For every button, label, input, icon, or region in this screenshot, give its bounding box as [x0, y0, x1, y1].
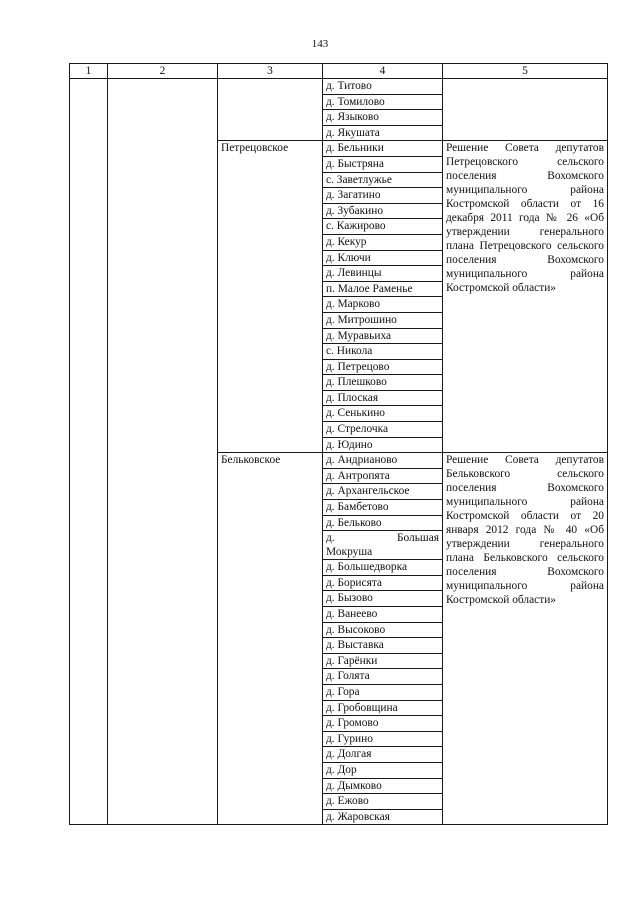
settlement-cell: д. Антропята	[323, 468, 443, 484]
settlement-cell: д. Якушата	[323, 125, 443, 141]
settlement-cell: д. Марково	[323, 297, 443, 313]
settlement-cell: д. Ключи	[323, 250, 443, 266]
settlement-cell: д. Плоская	[323, 390, 443, 406]
settlement-cell: д. Громово	[323, 716, 443, 732]
settlement-cell: д. Выставка	[323, 638, 443, 654]
settlement-line: Мокруша	[326, 546, 373, 559]
settlement-cell: д. Бызово	[323, 591, 443, 607]
settlement-cell: д. Бельково	[323, 515, 443, 531]
settlement-cell: д. Томилово	[323, 94, 443, 110]
settlement-prefix: д.	[326, 532, 335, 545]
header-col-2: 2	[108, 64, 218, 79]
col2-cell	[108, 79, 218, 825]
settlement-cell: д. Андрианово	[323, 453, 443, 469]
table-row	[70, 79, 608, 95]
settlement-cell: п. Малое Раменье	[323, 281, 443, 297]
settlement-cell: д. Гробовщина	[323, 700, 443, 716]
settlement-cell: д. Титово	[323, 79, 443, 95]
settlement-cell: д. Сенькино	[323, 406, 443, 422]
settlement-group-name: Бельковское	[218, 453, 323, 825]
header-col-3: 3	[218, 64, 323, 79]
settlement-cell: д. Дор	[323, 762, 443, 778]
settlement-cell: д. Гурино	[323, 731, 443, 747]
settlement-cell: д. Жаровская	[323, 809, 443, 825]
settlement-cell: д. Плешково	[323, 375, 443, 391]
settlement-line	[326, 531, 439, 545]
header-row	[70, 64, 608, 79]
settlement-cell: д. Быстряна	[323, 156, 443, 172]
settlement-cell: с. Заветлужье	[323, 172, 443, 188]
settlement-cell: д. Ежово	[323, 794, 443, 810]
settlement-cell: д. Зубакино	[323, 203, 443, 219]
settlement-cell: д. Дымково	[323, 778, 443, 794]
settlement-cell: д. Митрошино	[323, 312, 443, 328]
header-col-5: 5	[443, 64, 608, 79]
settlement-cell: д. Архангельское	[323, 484, 443, 500]
settlement-cell: д. Петрецово	[323, 359, 443, 375]
settlement-group-name: Петрецовское	[218, 141, 323, 453]
decision-text: Решение Совета депутатов Петрецовского сельского поселения Вохомского муниципального района Костромской области от 16 декабря 2011 года № 26 «Об утверждении генерального плана Петрецовского сельского поселения Вохомского муниципального района Костромской области»	[443, 141, 608, 453]
settlement-cell: д. Большедворка	[323, 560, 443, 576]
header-col-1: 1	[70, 64, 108, 79]
settlement-cell: д. Кекур	[323, 234, 443, 250]
decision-text: Решение Совета депутатов Бельковского сельского поселения Вохомского муниципального района Костромской области от 20 января 2012 года № 40 «Об утверждении генерального плана Бельковского сельского поселения Вохомского муниципального района Костромской области»	[443, 453, 608, 825]
settlement-cell	[323, 531, 443, 560]
settlement-cell: д. Стрелочка	[323, 422, 443, 438]
settlement-cell: д. Гора	[323, 684, 443, 700]
page-number: 143	[311, 38, 329, 50]
col3-carry-cell	[218, 79, 323, 141]
col1-cell	[70, 79, 108, 825]
settlement-cell: д. Ванеево	[323, 607, 443, 623]
settlement-cell: д. Долгая	[323, 747, 443, 763]
settlement-cell: д. Юдино	[323, 437, 443, 453]
settlement-cell: д. Муравьиха	[323, 328, 443, 344]
header-col-4: 4	[323, 64, 443, 79]
settlement-cell: д. Бамбетово	[323, 500, 443, 516]
settlement-cell: д. Языково	[323, 110, 443, 126]
settlement-cell: с. Никола	[323, 344, 443, 360]
settlement-cell: д. Бельники	[323, 141, 443, 157]
settlement-cell: с. Кажирово	[323, 219, 443, 235]
settlement-cell: д. Голята	[323, 669, 443, 685]
settlement-cell: д. Гарёнки	[323, 653, 443, 669]
settlement-word: Большая	[396, 532, 439, 545]
settlement-cell: д. Левинцы	[323, 266, 443, 282]
settlement-cell: д. Борисята	[323, 575, 443, 591]
settlement-cell: д. Высоково	[323, 622, 443, 638]
decision-carry-cell	[443, 79, 608, 141]
settlements-table	[69, 63, 608, 825]
settlement-cell: д. Загатино	[323, 188, 443, 204]
